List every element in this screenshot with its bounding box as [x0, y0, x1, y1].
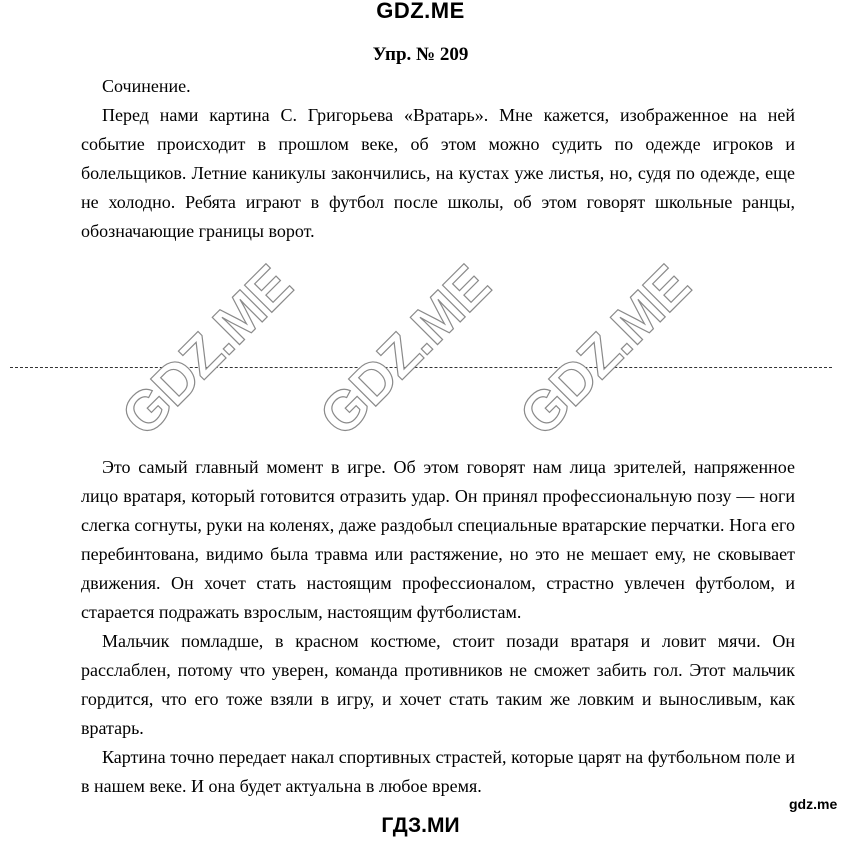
watermark: GDZ.ME — [507, 253, 702, 448]
exercise-title: Упр. № 209 — [372, 44, 469, 65]
essay-heading: Сочинение. — [102, 76, 191, 96]
watermark: GDZ.ME — [307, 253, 502, 448]
essay-paragraph: Это самый главный момент в игре. Об этом говорят нам лица зрителей, напряженное лицо вратаря, который готовится отразить удар. Он принял профессиональную позу — ноги слегка согнуты, руки на коленях, даже раздобыл специальные вратарские перчатки. Нога его перебинтована, видимо была травма или растяжение, но это не мешает ему, не сковывает движения. Он хочет стать настоящим профессионалом, страстно увлечен футболом, и старается подражать взрослым, настоящим футболистам. — [81, 457, 795, 622]
bottom-watermark: ГДЗ.МИ — [381, 814, 460, 837]
side-watermark: gdz.me — [789, 796, 838, 812]
essay-paragraph: Картина точно передает накал спортивных страстей, которые царят на футбольном поле и в нашем веке. И она будет актуальна в любое время. — [81, 747, 795, 796]
essay-bottom-section — [81, 453, 795, 801]
essay-paragraph: Перед нами картина С. Григорьева «Вратарь». Мне кажется, изображенное на ней событие происходит в прошлом веке, об этом можно судить по одежде игроков и болельщиков. Летние каникулы закончились, на кустах уже листья, но, судя по одежде, еще не холодно. Ребята играют в футбол после школы, об этом говорят школьные ранцы, обозначающие границы ворот. — [81, 105, 795, 241]
watermark: GDZ.ME — [109, 253, 304, 448]
site-header: GDZ.ME — [376, 0, 465, 23]
essay-top-section — [81, 72, 795, 246]
essay-paragraph: Мальчик помладше, в красном костюме, стоит позади вратаря и ловит мячи. Он расслаблен, потому что уверен, команда противников не сможет забить гол. Этот мальчик гордится, что его тоже взяли в игру, и хочет стать таким же ловким и выносливым, как вратарь. — [81, 631, 795, 738]
